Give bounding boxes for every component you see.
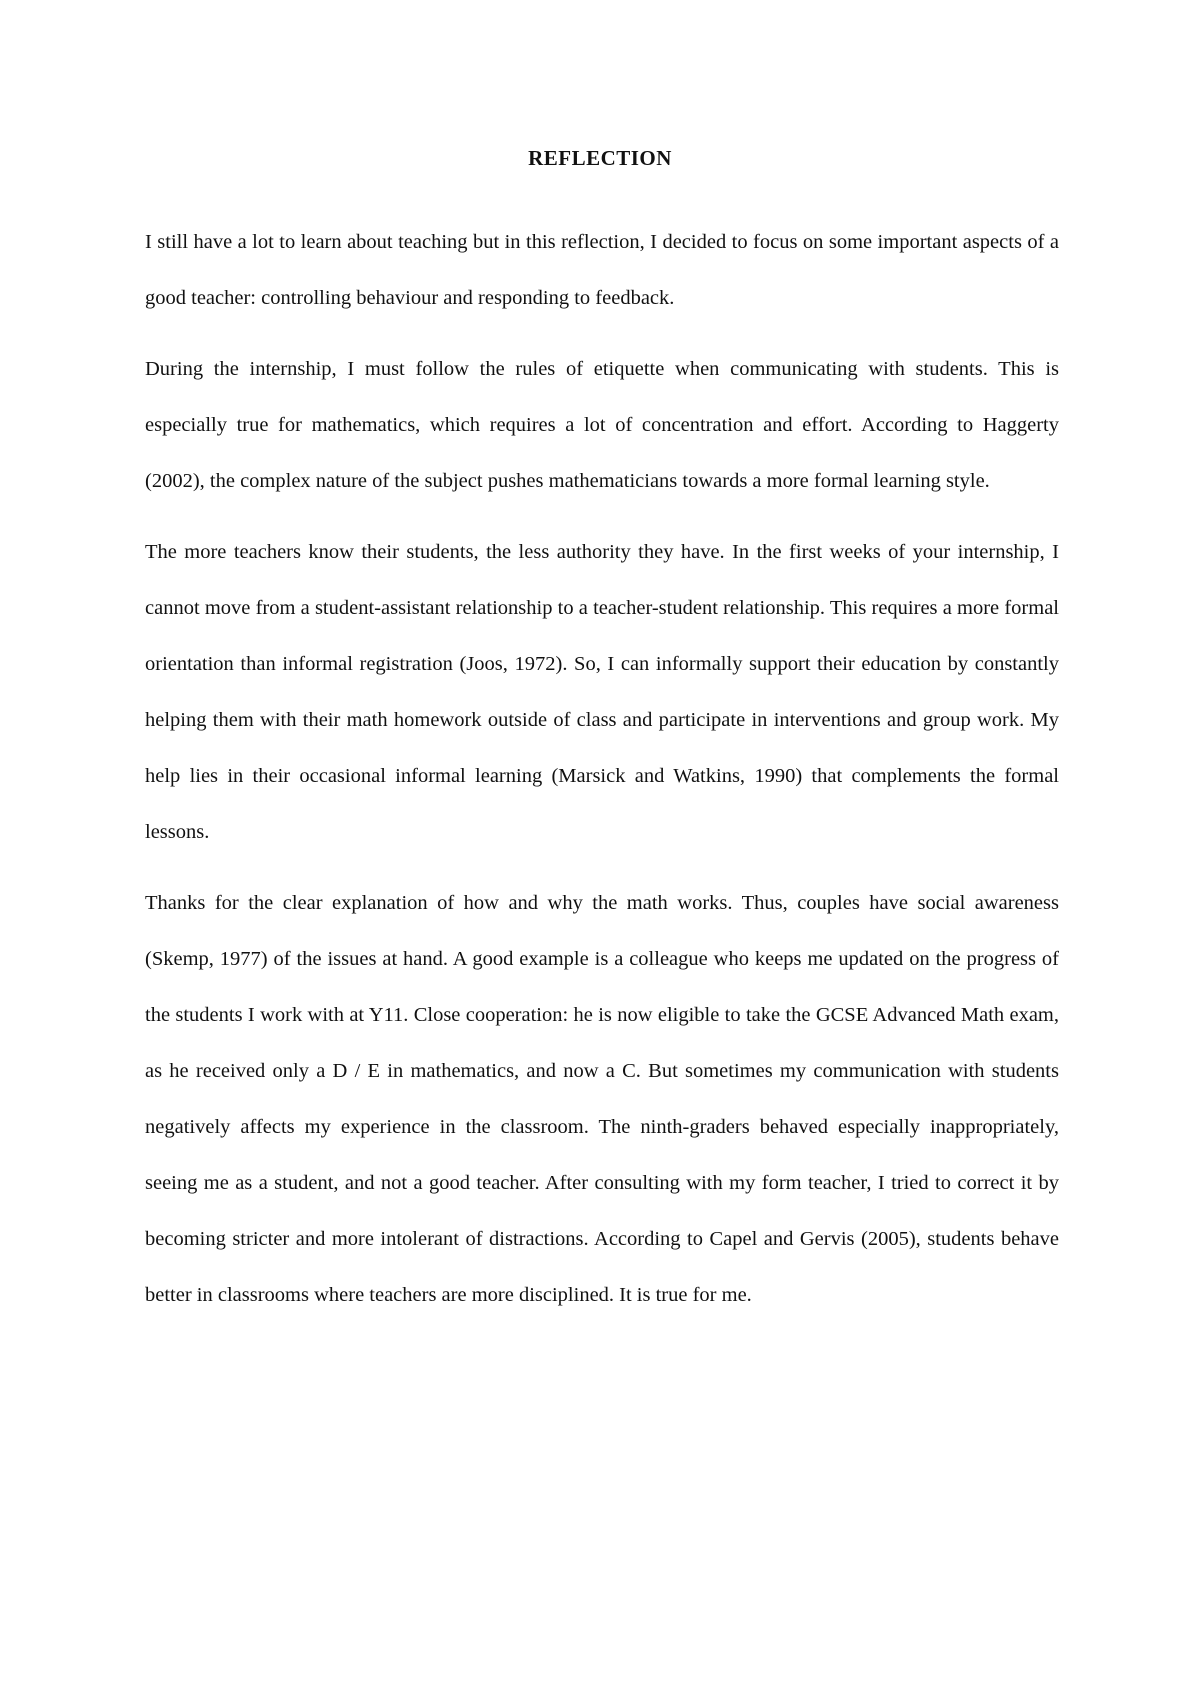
document-body — [145, 214, 1059, 1338]
document-title: REFLECTION — [528, 146, 672, 170]
paragraph-intro: I still have a lot to learn about teaching but in this reflection, I decided to focus on some important aspects of a good teacher: controlling behaviour and responding to feedback. — [145, 231, 1059, 309]
paragraph-authority: The more teachers know their students, the less authority they have. In the first weeks of your internship, I cannot move from a student-assistant relationship to a teacher-student relationship. This requires a more formal orientation than informal registration (Joos, 1972). So, I can informally support their education by constantly helping them with their math homework outside of class and participate in interventions and group work. My help lies in their occasional informal learning (Marsick and Watkins, 1990) that complements the formal lessons. — [145, 541, 1059, 843]
paragraph-explanation: Thanks for the clear explanation of how and why the math works. Thus, couples have social awareness (Skemp, 1977) of the issues at hand. A good example is a colleague who keeps me updated on the progress of the students I work with at Y11. Close cooperation: he is now eligible to take the GCSE Advanced Math exam, as he received only a D / E in mathematics, and now a C. But sometimes my communication with students negatively affects my experience in the classroom. The ninth-graders behaved especially inappropriately, seeing me as a student, and not a good teacher. After consulting with my form teacher, I tried to correct it by becoming stricter and more intolerant of distractions. According to Capel and Gervis (2005), students behave better in classrooms where teachers are more disciplined. It is true for me. — [145, 892, 1059, 1306]
paragraph-etiquette: During the internship, I must follow the rules of etiquette when communicating with students. This is especially true for mathematics, which requires a lot of concentration and effort. According to Haggerty (2002), the complex nature of the subject pushes mathematicians towards a more formal learning style. — [145, 358, 1059, 492]
